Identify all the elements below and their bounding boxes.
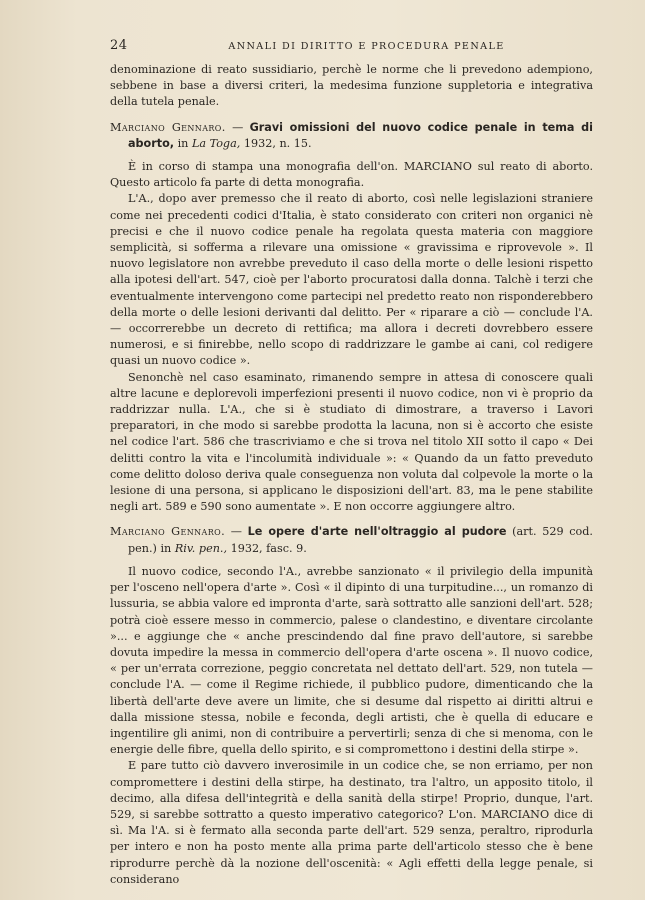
page-number: 24: [110, 38, 128, 53]
entry-author: Marciano Gennaro.: [110, 120, 226, 134]
bibliographic-entry: Marciano Gennaro. — Le opere d'arte nell'oltraggio al pudore (art. 529 cod. pen.) in Riv. pen., 1932, fasc. 9.: [110, 525, 593, 555]
running-title: ANNALI DI DIRITTO E PROCEDURA PENALE: [228, 41, 505, 52]
entry-title: Gravi omissioni del nuovo codice penale in tema di aborto,: [128, 120, 594, 150]
review-paragraph: L'A., dopo aver premesso che il reato di aborto, così nelle legislazioni straniere come nei precedenti codici d'Italia, è stato considerato con criteri non organici nè precisi e che il nuovo codice penale ha regolata questa materia con maggiore semplicità, si sofferma a rilevare una omissione « gravissima e riprovevole ». Il nuovo legislatore non avrebbe preveduto il caso della morte o delle lesioni rispetto alla ipotesi dell'art. 547, cioè per l'aborto procuratosi dalla donna. Talchè i terzi che eventualmente intervengono come partecipi nel predetto reato non risponderebbero della morte o delle lesioni derivanti dal delitto. Per « riparare a ciò — conclude l'A. — occorrerebbe un decreto di rettifica; ma allora i decreti dovrebbero essere numerosi, e si finirebbe, nello scopo di raddrizzare le gambe ai cani, col redigere quasi un nuovo codice ».: [110, 192, 593, 368]
running-header: [110, 38, 593, 53]
intro-paragraph: denominazione di reato sussidiario, perchè le norme che li prevedono adempiono, sebbene in base a diversi criteri, la medesima funzione suppletoria e integrativa della tutela penale.: [110, 63, 593, 109]
entry-author: Marciano Gennaro.: [110, 525, 226, 539]
entry-title: Le opere d'arte nell'oltraggio al pudore: [247, 525, 507, 539]
review-paragraph: Senonchè nel caso esaminato, rimanendo sempre in attesa di conoscere quali altre lacune e deplorevoli imperfezioni presenti il nuovo codice, non vi è proprio da raddrizzar nulla. L'A., che si è studiato di dimostrare, a traverso i Lavori preparatori, in che modo si sarebbe prodotta la lacuna, non si è accorto che esiste nel codice l'art. 586 che trascriviamo e che si trova nel titolo XII sotto il capo « Dei delitti contro la vita e l'incolumità individuale »: « Quando da un fatto preveduto come delitto doloso deriva quale conseguenza non voluta dal colpevole la morte o la lesione di una persona, si applicano le disposizioni dell'art. 83, ma le pene stabilite negli art. 589 e 590 sono aumentate ». E non occorre aggiungere altro.: [110, 370, 593, 514]
entry-journal: Riv. pen.,: [174, 541, 228, 555]
review-paragraph: Il nuovo codice, secondo l'A., avrebbe sanzionato « il privilegio della impunità per l'osceno nell'opera d'arte ». Così « il dipinto di una turpitudine..., un romanzo di lussuria, se abbia valore ed impronta d'arte, sarà sottratto alle sanzioni dell'art. 528; potrà cioè essere messo in commercio, palese o clandestino, e diventare circolante »... e aggiunge che « anche prescindendo dal fine pravo dell'autore, si sarebbe dovuta impedire la messa in commercio dell'opera d'arte oscena ». Il nuovo codice, « per un'errata correzione, peggio concretata nel dettato dell'art. 529, non tutela — conclude l'A. — come il Regime richiede, il pubblico pudore, dimenticando che la libertà dell'arte deve avere un limite, che si desume dal rispetto ai diritti altrui e dalla missione stessa, nobile e feconda, degli artisti, che è quella di educare e ingentilire gli animi, non di contribuire a pervertirli; senza di che si menoma, con le energie delle fibre, quella dello spirito, e si compromettono i destini della stirpe ».: [110, 564, 593, 757]
entry-journal: La Toga,: [191, 136, 241, 150]
review-paragraph: È in corso di stampa una monografia dell'on. MARCIANO sul reato di aborto. Questo articolo fa parte di detta monografia.: [110, 160, 593, 190]
bibliographic-entry: Marciano Gennaro. — Gravi omissioni del nuovo codice penale in tema di aborto, in La Toga, 1932, n. 15.: [110, 120, 594, 150]
review-paragraph: E pare tutto ciò davvero inverosimile in un codice che, se non erriamo, per non compromettere i destini della stirpe, ha destinato, tra l'altro, un apposito titolo, il decimo, alla difesa dell'integrità e della sanità della stirpe! Proprio, dunque, l'art. 529, si sarebbe sottratto a questo imperativo categorico? L'on. MARCIANO dice di sì. Ma l'A. si è fermato alla seconda parte dell'art. 529 senza, peraltro, riprodurla per intero e non ha posto mente alla prima parte dell'articolo stesso che è bene riprodurre perchè dà la nozione dell'oscenità: « Agli effetti della legge penale, si considerano: [110, 759, 593, 886]
